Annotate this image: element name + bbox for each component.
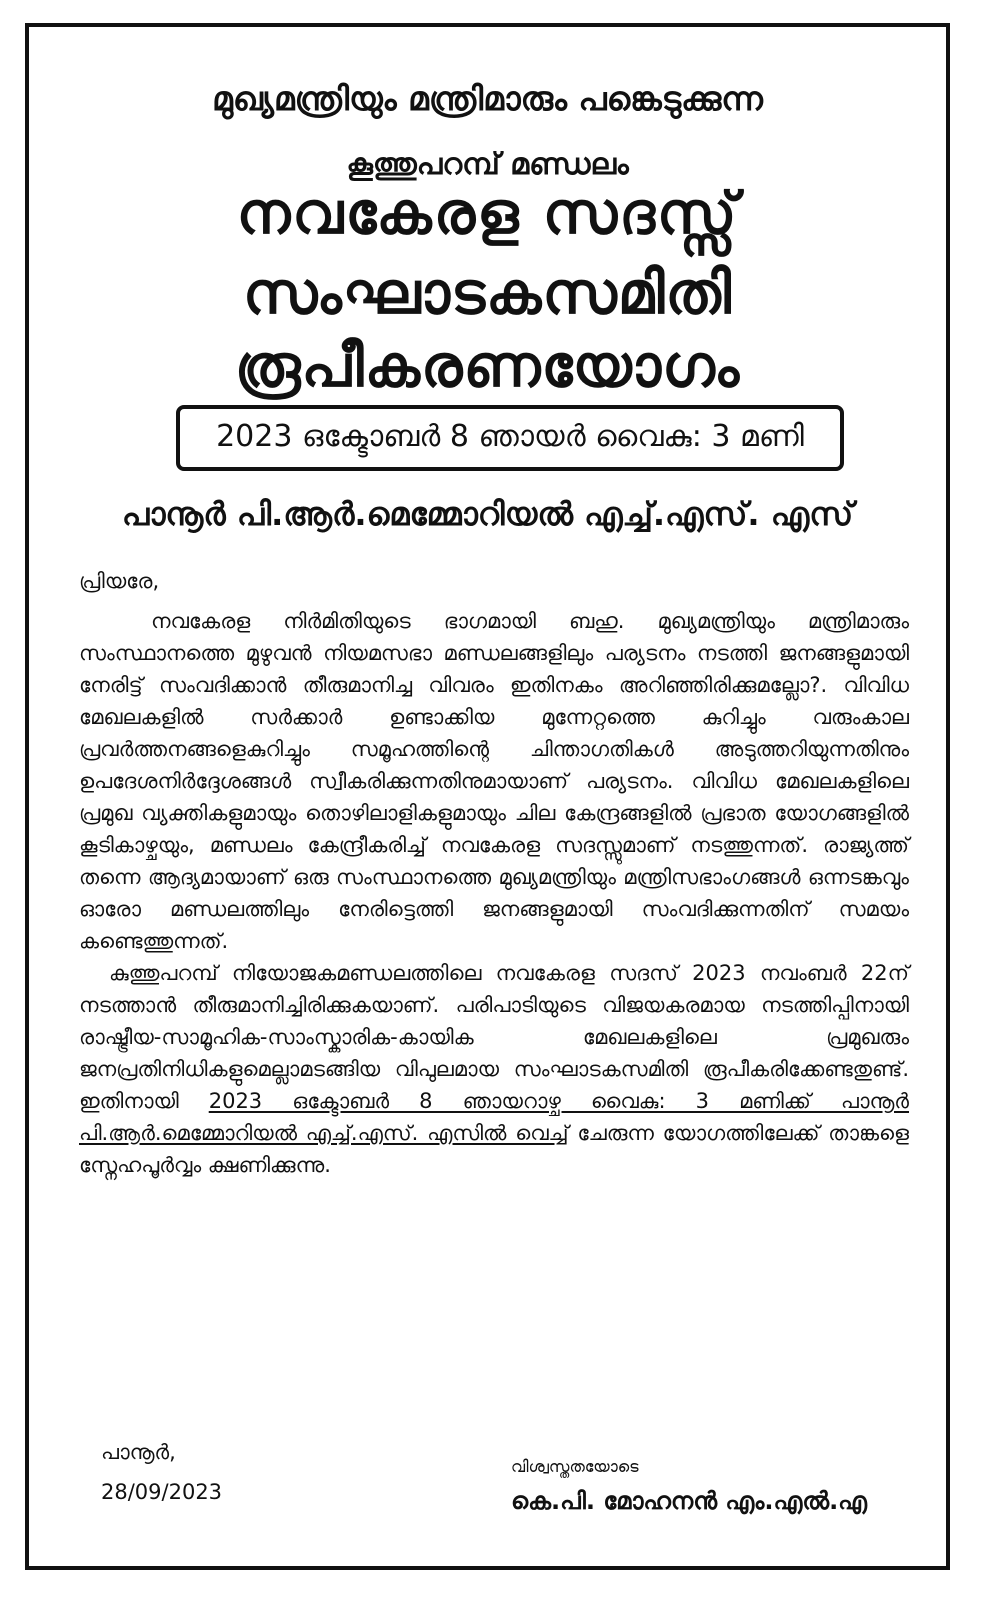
- event-date-box: 2023 ഒക്ടോബർ 8 ഞായർ വൈകു: 3 മണി: [176, 405, 844, 471]
- event-title: നവകേരള സദസ്സ്: [236, 179, 739, 247]
- meeting-title: രൂപീകരണയോഗം: [234, 332, 741, 400]
- letter-body: [79, 605, 909, 1181]
- signatory: കെ.പി. മോഹനൻ എം.എൽ.എ: [511, 1487, 868, 1515]
- paragraph-1: നവകേരള നിർമിതിയുടെ ഭാഗമായി ബഹു. മുഖ്യമന്ത്രിയും മന്ത്രിമാരും സംസ്ഥാനത്തെ മുഴുവൻ നിയമസഭാ മണ്ഡലങ്ങളിലും പര്യടനം നടത്തി ജനങ്ങളുമായി നേരിട്ട് സംവദിക്കാൻ തീരുമാനിച്ച വിവരം ഇതിനകം അറിഞ്ഞിരിക്കുമല്ലോ?. വിവിധ മേഖലകളിൽ സർക്കാർ ഉണ്ടാക്കിയ മുന്നേറ്റത്തെ കുറിച്ചും വരുംകാല പ്രവർത്തനങ്ങളെകുറിച്ചും സമൂഹത്തിന്റെ ചിന്താഗതികൾ അടുത്തറിയുന്നതിനും ഉപദേശനിർദ്ദേശങ്ങൾ സ്വീകരിക്കുന്നതിനുമായാണ് പര്യടനം. വിവിധ മേഖലകളിലെ പ്രമുഖ വ്യക്തികളുമായും തൊഴിലാളികളുമായും ചില കേന്ദ്രങ്ങളിൽ പ്രഭാത യോഗങ്ങളിൽ കൂടികാഴ്ചയും, മണ്ഡലം കേന്ദ്രീകരിച്ച് നവകേരള സദസ്സുമാണ് നടത്തുന്നത്. രാജ്യത്ത് തന്നെ ആദ്യമായാണ് ഒരു സംസ്ഥാനത്തെ മുഖ്യമന്ത്രിയും മന്ത്രിസഭാംഗങ്ങൾ ഒന്നടങ്കവും ഓരോ മണ്ഡലത്തിലും നേരിട്ടെത്തി ജനങ്ങളുമായി സംവദിക്കുന്നതിന് സമയം കണ്ടെത്തുന്നത്.: [79, 609, 909, 953]
- salutation: പ്രിയരേ,: [79, 569, 160, 593]
- meeting-details-underlined: 2023 ഒക്ടോബർ 8 ഞായറാഴ്ച വൈകു: 3 മണിക്ക് പാനൂർ പി.ആർ.മെമ്മോറിയൽ എച്ച്.എസ്. എസിൽ വെച്ച്: [79, 1089, 909, 1145]
- place: പാനൂർ,: [101, 1440, 176, 1464]
- header-line1: മുഖ്യമന്ത്രിയും മന്ത്രിമാരും പങ്കെടുക്കുന്ന: [212, 79, 763, 118]
- committee-title: സംഘാടകസമിതി: [242, 259, 733, 327]
- paragraph-2: [79, 957, 909, 1181]
- paragraph-2-text: കുത്തുപറമ്പ് നിയോജകമണ്ഡലത്തിലെ നവകേരള സദസ് 2023 നവംബർ 22ന് നടത്താൻ തീരുമാനിച്ചിരിക്കുകയാണ്. പരിപാടിയുടെ വിജയകരമായ നടത്തിപ്പിനായി രാഷ്ട്രീയ-സാമൂഹിക-സാംസ്കാരിക-കായിക മേഖലകളിലെ പ്രമുഖരും ജനപ്രതിനിധികളുമെല്ലാമടങ്ങിയ വിപുലമായ സംഘാടകസമിതി രൂപീകരിക്കേണ്ടതുണ്ട്. ഇതിനായി: [79, 961, 909, 1113]
- paragraph-2-closing: ചേരുന്ന യോഗത്തിലേക്ക് താങ്കളെ സ്നേഹപൂർവ്വം ക്ഷണിക്കുന്നു.: [79, 1121, 909, 1177]
- letter-date: 28/09/2023: [101, 1480, 223, 1504]
- venue: പാനൂർ പി.ആർ.മെമ്മോറിയൽ എച്ച്.എസ്. എസ്: [121, 495, 854, 533]
- closing-regards: വിശ്വസ്തതയോടെ: [511, 1457, 639, 1476]
- notice-frame: [25, 23, 950, 1570]
- constituency-title: കൂത്തുപറമ്പ് മണ്ഡലം: [346, 147, 629, 182]
